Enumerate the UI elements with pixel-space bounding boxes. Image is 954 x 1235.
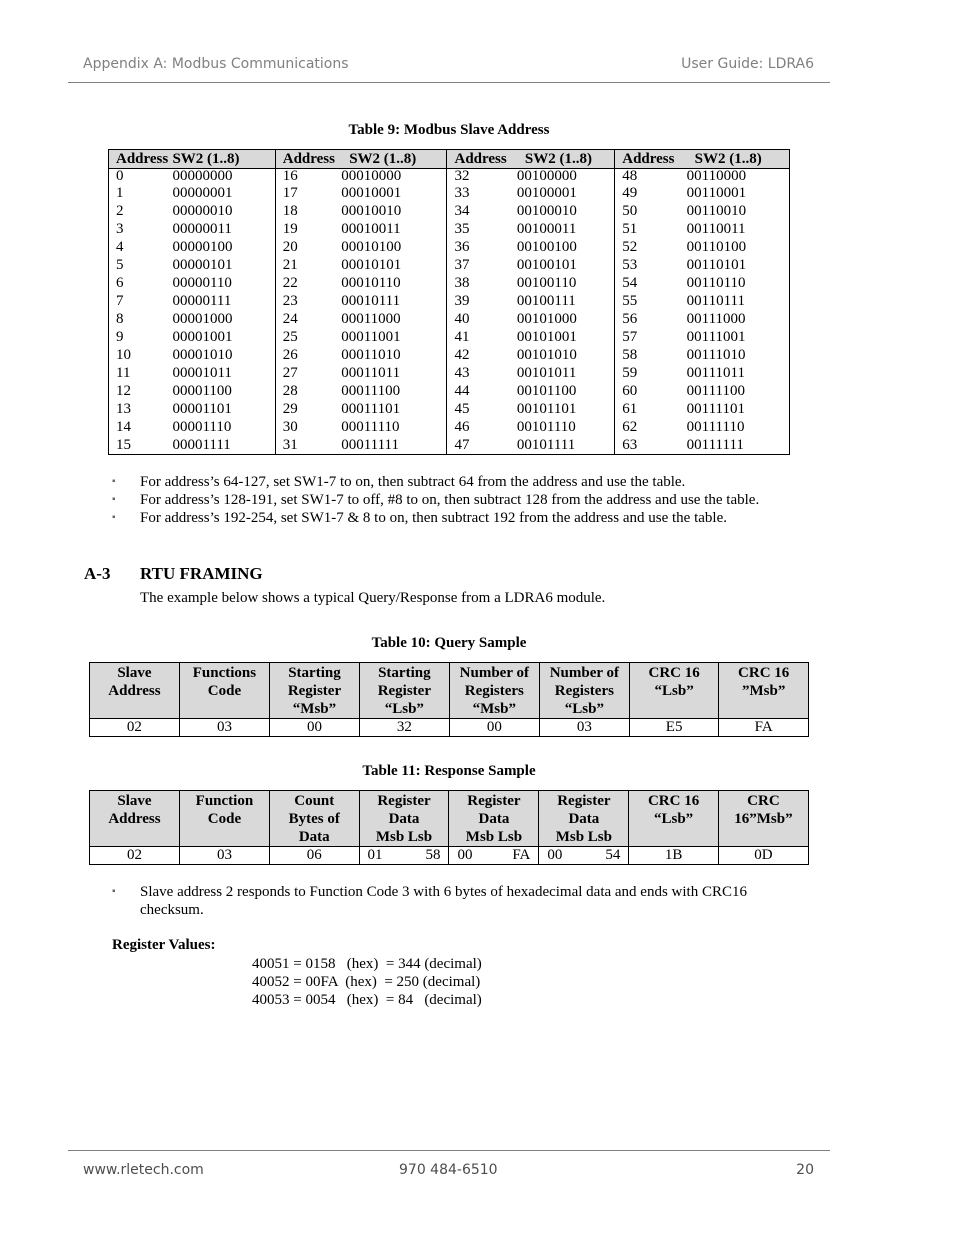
header-line: Number of <box>540 664 629 682</box>
value-cell <box>359 847 449 865</box>
switch-cell: 00001010 <box>172 347 233 363</box>
list-item: ▪ For address’s 128-191, set SW1-7 to off, #8 to on, then subtract 128 from the address and use the table. <box>112 491 759 509</box>
header-line: Function <box>180 792 269 810</box>
table-row <box>109 382 790 400</box>
value-cell: 03 <box>539 719 629 737</box>
header-line: Bytes of <box>270 810 359 828</box>
col-header-sw2: SW2 (1..8) <box>172 150 275 169</box>
switch-cell: 00101100 <box>516 383 577 399</box>
switch-cell: 00110010 <box>686 203 747 219</box>
table11-header-row <box>90 791 809 847</box>
address-cell: 19 <box>275 220 341 238</box>
address-cell: 39 <box>447 292 517 310</box>
header-line: Data <box>360 810 449 828</box>
value-cell: 0D <box>718 847 808 865</box>
switch-cell: 00010010 <box>341 203 402 219</box>
column-header <box>270 663 360 719</box>
switch-cell: 00110011 <box>686 221 746 237</box>
column-header <box>179 663 269 719</box>
register-values-title: Register Values: <box>112 937 216 953</box>
header-line: Registers <box>540 682 629 700</box>
header-left: Appendix A: Modbus Communications <box>83 56 349 72</box>
column-header <box>90 791 180 847</box>
address-cell: 30 <box>275 418 341 436</box>
switch-cell: 00110100 <box>686 239 747 255</box>
address-cell: 27 <box>275 364 341 382</box>
address-cell: 0 <box>116 168 124 184</box>
address-cell: 44 <box>447 382 517 400</box>
address-cell: 15 <box>116 437 131 453</box>
switch-cell: 00011010 <box>341 347 401 363</box>
table-row <box>109 346 790 364</box>
header-line: Data <box>449 810 538 828</box>
address-cell: 12 <box>116 383 131 399</box>
address-cell: 54 <box>615 274 687 292</box>
switch-cell: 00101000 <box>516 311 577 327</box>
switch-cell: 00110110 <box>686 275 746 291</box>
section-title: RTU FRAMING <box>140 564 263 583</box>
value-cell: 32 <box>359 719 449 737</box>
switch-cell: 00101111 <box>516 437 576 453</box>
table-row <box>109 184 790 202</box>
column-header <box>449 791 539 847</box>
address-cell: 9 <box>116 329 124 345</box>
switch-cell: 00001111 <box>172 437 231 453</box>
address-cell: 63 <box>615 436 687 455</box>
header-line: Number of <box>450 664 539 682</box>
list-item: ▪ For address’s 64-127, set SW1-7 to on, then subtract 64 from the address and use the table. <box>112 473 759 491</box>
address-cell: 53 <box>615 256 687 274</box>
switch-cell: 00100110 <box>516 275 577 291</box>
header-right: User Guide: LDRA6 <box>681 56 814 72</box>
address-cell: 59 <box>615 364 687 382</box>
switch-cell: 00000101 <box>172 257 233 273</box>
switch-cell: 00000110 <box>172 275 232 291</box>
header-line: Data <box>539 810 628 828</box>
address-cell: 22 <box>275 274 341 292</box>
switch-cell: 00001001 <box>172 329 233 345</box>
switch-cell: 00100101 <box>516 257 577 273</box>
switch-cell: 00111011 <box>686 365 746 381</box>
address-cell: 60 <box>615 382 687 400</box>
switch-cell: 00000100 <box>172 239 233 255</box>
switch-cell: 00010000 <box>341 168 402 184</box>
table-row <box>109 202 790 220</box>
table-row <box>109 364 790 382</box>
column-header <box>449 663 539 719</box>
value-pair <box>449 847 538 864</box>
address-cell: 29 <box>275 400 341 418</box>
query-sample-table <box>89 662 809 737</box>
switch-cell: 00100111 <box>516 293 576 309</box>
address-cell: 13 <box>116 401 131 417</box>
address-cell: 50 <box>615 202 687 220</box>
header-line: Count <box>270 792 359 810</box>
table9-caption: Table 9: Modbus Slave Address <box>348 122 550 138</box>
slave-address-table <box>108 149 790 455</box>
switch-cell: 00001100 <box>172 383 232 399</box>
switch-cell: 00001110 <box>172 419 232 435</box>
header-line: CRC 16 <box>719 664 808 682</box>
register-values-list <box>252 955 482 1009</box>
section-intro: The example below shows a typical Query/Response from a LDRA6 module. <box>140 590 606 606</box>
switch-cell: 00100000 <box>516 168 577 184</box>
address-cell: 43 <box>447 364 517 382</box>
value-cell: 1B <box>629 847 719 865</box>
address-cell: 17 <box>275 184 341 202</box>
column-header <box>718 791 808 847</box>
msb-value: 00 <box>457 847 473 863</box>
section-heading <box>84 564 263 584</box>
address-cell: 57 <box>615 328 687 346</box>
header-line: Address <box>90 682 179 700</box>
switch-cell: 00000111 <box>172 293 232 309</box>
column-header <box>269 791 359 847</box>
switch-cell: 00010001 <box>341 185 402 201</box>
lsb-value: 54 <box>605 847 621 863</box>
switch-cell: 00000011 <box>172 221 232 237</box>
list-item: ▪ For address’s 192-254, set SW1-7 & 8 to on, then subtract 192 from the address and use the table. <box>112 509 759 527</box>
address-cell: 33 <box>447 184 517 202</box>
switch-cell: 00101011 <box>516 365 577 381</box>
column-header <box>539 663 629 719</box>
switch-cell: 00111001 <box>686 329 746 345</box>
header-line: Data <box>270 828 359 846</box>
header-line: Code <box>180 810 269 828</box>
address-cell: 48 <box>615 169 687 185</box>
col-header-sw2: SW2 (1..8) <box>341 150 447 169</box>
switch-cell: 00110000 <box>686 168 747 184</box>
value-cell: 02 <box>90 847 180 865</box>
switch-cell: 00010100 <box>341 239 402 255</box>
address-cell: 7 <box>116 293 124 309</box>
switch-cell: 00110101 <box>686 257 747 273</box>
address-cell: 4 <box>116 239 124 255</box>
header-line: Register <box>360 682 449 700</box>
msb-value: 01 <box>367 847 383 863</box>
address-cell: 6 <box>116 275 124 291</box>
address-cell: 52 <box>615 238 687 256</box>
address-cell: 41 <box>447 328 517 346</box>
switch-cell: 00000010 <box>172 203 233 219</box>
address-cell: 42 <box>447 346 517 364</box>
col-header-address: Address <box>447 150 517 169</box>
list-item: ▪ Slave address 2 responds to Function Code 3 with 6 bytes of hexadecimal data and ends with CRC16 checksum. <box>112 883 792 919</box>
address-cell: 49 <box>615 184 687 202</box>
address-cell: 40 <box>447 310 517 328</box>
value-cell: 00 <box>449 719 539 737</box>
switch-cell: 00100001 <box>516 185 577 201</box>
switch-cell: 00110001 <box>686 185 747 201</box>
address-cell: 28 <box>275 382 341 400</box>
address-cell: 37 <box>447 256 517 274</box>
register-line: 40052 = 00FA (hex) = 250 (decimal) <box>252 974 481 990</box>
value-cell: FA <box>719 719 809 737</box>
column-header <box>90 663 180 719</box>
header-line: Register <box>449 792 538 810</box>
table-row <box>109 220 790 238</box>
register-line: 40053 = 0054 (hex) = 84 (decimal) <box>252 992 482 1008</box>
switch-cell: 00111110 <box>686 419 745 435</box>
switch-cell: 00110111 <box>686 293 746 309</box>
address-cell: 14 <box>116 419 131 435</box>
table10-value-row <box>90 719 809 737</box>
switch-cell: 00011111 <box>341 437 399 453</box>
col-header-sw2: SW2 (1..8) <box>687 150 790 169</box>
lsb-value: 58 <box>425 847 441 863</box>
footer-phone: 970 484-6510 <box>399 1162 498 1178</box>
table9-header-row <box>109 150 790 169</box>
header-line: “Lsb” <box>629 810 718 828</box>
response-notes-list <box>112 883 792 919</box>
col-header-address: Address <box>275 150 341 169</box>
table11-caption: Table 11: Response Sample <box>362 763 536 779</box>
table-row <box>109 256 790 274</box>
address-cell: 11 <box>116 365 131 381</box>
switch-cell: 00001011 <box>172 365 232 381</box>
switch-cell: 00001101 <box>172 401 232 417</box>
address-cell: 45 <box>447 400 517 418</box>
header-line: Msb Lsb <box>539 828 628 846</box>
address-cell: 23 <box>275 292 341 310</box>
table-row <box>109 436 790 455</box>
switch-cell: 00100100 <box>516 239 577 255</box>
address-cell: 58 <box>615 346 687 364</box>
header-line: Register <box>270 682 359 700</box>
address-cell: 26 <box>275 346 341 364</box>
header-line: CRC 16 <box>630 664 718 682</box>
col-header-address: Address <box>109 150 173 169</box>
address-cell: 55 <box>615 292 687 310</box>
switch-cell: 00111000 <box>686 311 746 327</box>
page-header <box>68 56 830 83</box>
header-line: Registers <box>450 682 539 700</box>
column-header <box>359 663 449 719</box>
header-line: Starting <box>270 664 359 682</box>
address-cell: 61 <box>615 400 687 418</box>
switch-cell: 00011011 <box>341 365 401 381</box>
header-line: “Lsb” <box>360 700 449 718</box>
address-cell: 32 <box>447 169 517 185</box>
switch-cell: 00100011 <box>516 221 577 237</box>
value-pair <box>539 847 628 864</box>
value-cell: 02 <box>90 719 180 737</box>
lsb-value: FA <box>512 847 531 863</box>
value-cell <box>449 847 539 865</box>
header-line: “Msb” <box>270 700 359 718</box>
table-row <box>109 238 790 256</box>
address-cell: 8 <box>116 311 124 327</box>
response-sample-table <box>89 790 809 865</box>
msb-value: 00 <box>547 847 563 863</box>
header-line: 16”Msb” <box>719 810 808 828</box>
value-cell: E5 <box>629 719 718 737</box>
switch-cell: 00111111 <box>686 437 744 453</box>
address-cell: 25 <box>275 328 341 346</box>
value-cell: 03 <box>179 847 269 865</box>
register-line: 40051 = 0158 (hex) = 344 (decimal) <box>252 956 482 972</box>
address-cell: 46 <box>447 418 517 436</box>
address-cell: 1 <box>116 185 124 201</box>
column-header <box>539 791 629 847</box>
value-cell: 00 <box>270 719 360 737</box>
switch-cell: 00011001 <box>341 329 401 345</box>
table11-value-row <box>90 847 809 865</box>
page-number: 20 <box>796 1162 814 1178</box>
address-cell: 62 <box>615 418 687 436</box>
header-line: Slave <box>90 664 179 682</box>
page-footer <box>68 1150 830 1191</box>
address-cell: 20 <box>275 238 341 256</box>
address-cell: 36 <box>447 238 517 256</box>
address-cell: 5 <box>116 257 124 273</box>
address-cell: 24 <box>275 310 341 328</box>
switch-cell: 00000001 <box>172 185 233 201</box>
switch-cell: 00011100 <box>341 383 401 399</box>
header-line: ”Msb” <box>719 682 808 700</box>
address-cell: 31 <box>275 436 341 455</box>
header-line: Register <box>360 792 449 810</box>
col-header-address: Address <box>615 150 687 169</box>
table-row <box>109 169 790 185</box>
switch-cell: 00101001 <box>516 329 577 345</box>
switch-cell: 00111010 <box>686 347 746 363</box>
column-header <box>719 663 809 719</box>
value-cell <box>539 847 629 865</box>
column-header <box>629 791 719 847</box>
address-cell: 56 <box>615 310 687 328</box>
switch-cell: 00001000 <box>172 311 233 327</box>
column-header <box>629 663 718 719</box>
header-line: Msb Lsb <box>360 828 449 846</box>
table-row <box>109 274 790 292</box>
switch-cell: 00011101 <box>341 401 401 417</box>
switch-cell: 00101110 <box>516 419 576 435</box>
table-row <box>109 310 790 328</box>
switch-cell: 00010011 <box>341 221 401 237</box>
table-row <box>109 400 790 418</box>
address-cell: 35 <box>447 220 517 238</box>
address-cell: 34 <box>447 202 517 220</box>
switch-cell: 00010111 <box>341 293 401 309</box>
value-cell: 06 <box>269 847 359 865</box>
header-line: Functions <box>180 664 269 682</box>
address-notes-list <box>112 473 759 527</box>
header-line: CRC 16 <box>629 792 718 810</box>
address-cell: 10 <box>116 347 131 363</box>
address-cell: 38 <box>447 274 517 292</box>
table-row <box>109 292 790 310</box>
switch-cell: 00111101 <box>686 401 746 417</box>
header-line: “Lsb” <box>630 682 718 700</box>
table10-header-row <box>90 663 809 719</box>
header-line: “Msb” <box>450 700 539 718</box>
header-line: Starting <box>360 664 449 682</box>
switch-cell: 00011000 <box>341 311 401 327</box>
header-line: Slave <box>90 792 179 810</box>
value-pair <box>360 847 449 864</box>
column-header <box>179 791 269 847</box>
switch-cell: 00101010 <box>516 347 577 363</box>
address-cell: 18 <box>275 202 341 220</box>
header-line: CRC <box>719 792 808 810</box>
switch-cell: 00010101 <box>341 257 402 273</box>
switch-cell: 00101101 <box>516 401 577 417</box>
address-cell: 51 <box>615 220 687 238</box>
header-line: Register <box>539 792 628 810</box>
address-cell: 3 <box>116 221 124 237</box>
col-header-sw2: SW2 (1..8) <box>517 150 615 169</box>
header-line: Msb Lsb <box>449 828 538 846</box>
section-number: A-3 <box>84 564 111 583</box>
switch-cell: 00010110 <box>341 275 401 291</box>
value-cell: 03 <box>179 719 269 737</box>
switch-cell: 00111100 <box>686 383 746 399</box>
address-cell: 16 <box>275 169 341 185</box>
switch-cell: 00011110 <box>341 419 400 435</box>
header-line: Code <box>180 682 269 700</box>
header-line: Address <box>90 810 179 828</box>
address-cell: 21 <box>275 256 341 274</box>
footer-website: www.rletech.com <box>83 1162 204 1178</box>
switch-cell: 00100010 <box>516 203 577 219</box>
table10-caption: Table 10: Query Sample <box>371 635 527 651</box>
header-line: “Lsb” <box>540 700 629 718</box>
table-row <box>109 418 790 436</box>
address-cell: 47 <box>447 436 517 455</box>
address-cell: 2 <box>116 203 124 219</box>
table-row <box>109 328 790 346</box>
column-header <box>359 791 449 847</box>
switch-cell: 00000000 <box>172 168 233 184</box>
